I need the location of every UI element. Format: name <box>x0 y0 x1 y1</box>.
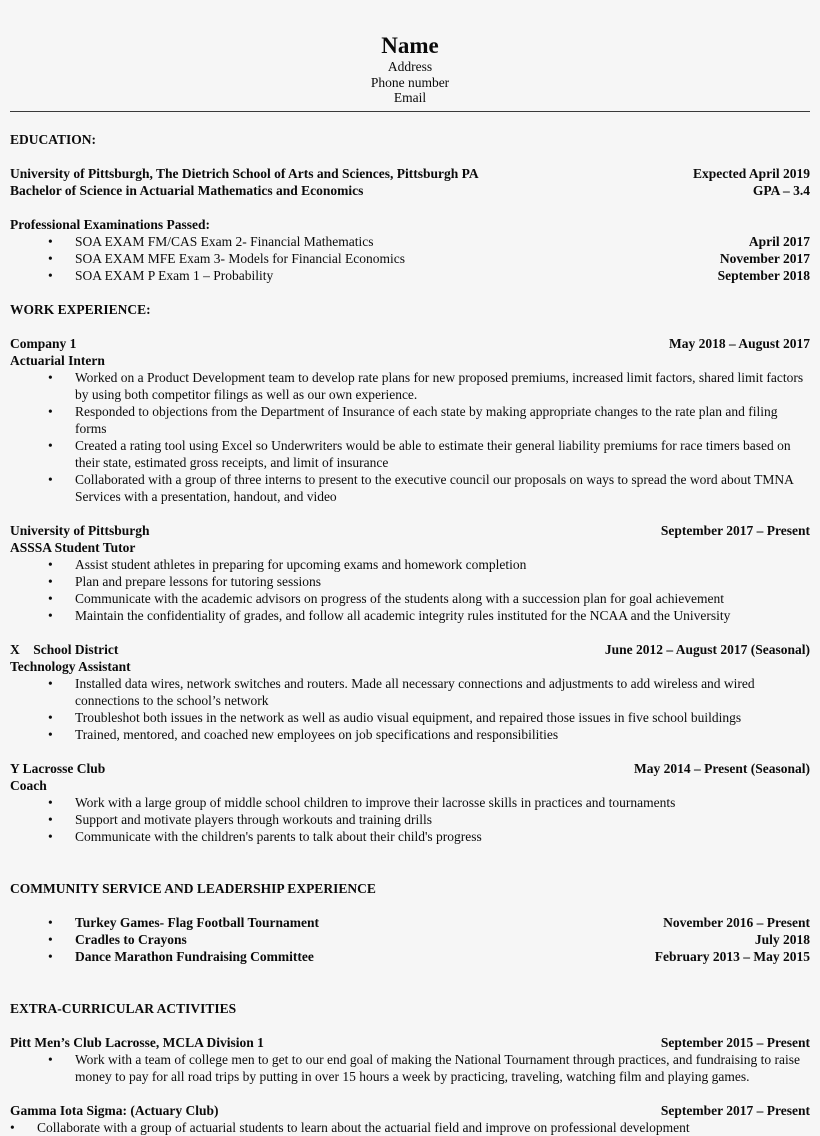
name: Name <box>381 33 439 58</box>
gpa: GPA – 3.4 <box>752 182 810 198</box>
job-bullet-text: Worked on a Product Development team to develop rate plans for new proposed premiums, increased limit factors, shared limit factors by using both competitor filings as well as our own experience. <box>75 369 804 402</box>
job-bullet-text: Trained, mentored, and coached new employees on job specifications and responsibilities <box>75 726 559 742</box>
job-date: June 2012 – August 2017 (Seasonal) <box>604 641 810 657</box>
job-bullet <box>48 607 810 624</box>
activity-bullet <box>10 1119 810 1136</box>
job-header <box>10 641 810 658</box>
exam-item <box>48 267 810 284</box>
bullet-icon <box>48 250 75 267</box>
email: Email <box>393 90 427 105</box>
bullet-icon <box>48 709 75 726</box>
job-header <box>10 522 810 539</box>
job-bullet <box>48 369 810 403</box>
bullet-icon <box>48 914 75 931</box>
job-bullet-text: Responded to objections from the Department of Insurance of each state by making appropriate changes to the rate plan and filing forms <box>75 403 778 436</box>
education-degree-row <box>10 182 810 199</box>
exam-date: April 2017 <box>748 233 810 249</box>
bullet-icon <box>48 403 75 437</box>
job-date: May 2018 – August 2017 <box>668 335 810 351</box>
exam-date: September 2018 <box>717 267 810 283</box>
job-bullet <box>48 726 810 743</box>
community-date: November 2016 – Present <box>663 914 810 930</box>
activity-bullet-text: Collaborate with a group of actuarial students to learn about the actuarial field and improve on professional development <box>37 1119 690 1135</box>
job-company: University of Pittsburgh <box>10 522 150 538</box>
community-label: Dance Marathon Fundraising Committee <box>75 948 314 964</box>
bullet-icon <box>48 369 75 403</box>
header-divider <box>10 111 810 112</box>
address: Address <box>387 59 433 74</box>
job-bullet <box>48 709 810 726</box>
job-bullet <box>48 556 810 573</box>
job-date: May 2014 – Present (Seasonal) <box>634 760 810 776</box>
school-date: Expected April 2019 <box>693 165 810 181</box>
activity-organization: Pitt Men’s Club Lacrosse, MCLA Division 1 <box>10 1034 264 1050</box>
job-company: Company 1 <box>10 335 77 351</box>
phone-number: Phone number <box>370 74 450 90</box>
bullet-icon <box>48 794 75 811</box>
job-title: ASSSA Student Tutor <box>10 539 136 555</box>
education-entry <box>10 165 810 182</box>
activity-date: September 2015 – Present <box>660 1034 810 1050</box>
bullet-icon <box>48 573 75 590</box>
community-item <box>48 948 810 965</box>
exam-label: SOA EXAM P Exam 1 – Probability <box>75 267 274 283</box>
job-bullet-text: Communicate with the children's parents to talk about their child's progress <box>75 828 482 844</box>
job-bullet-text: Maintain the confidentiality of grades, and follow all academic integrity rules instituted for the NCAA and the University <box>75 607 731 623</box>
bullet-icon <box>48 556 75 573</box>
job-title: Technology Assistant <box>10 658 131 674</box>
job-bullet <box>48 590 810 607</box>
bullet-icon <box>48 948 75 965</box>
exam-item <box>48 250 810 267</box>
job-bullet-text: Installed data wires, network switches and routers. Made all necessary connections and adjustments to add wireless and wired connections to the school’s network <box>75 675 755 708</box>
activity-header <box>10 1102 810 1119</box>
extracurricular-heading: EXTRA-CURRICULAR ACTIVITIES <box>10 1000 237 1016</box>
community-label: Cradles to Crayons <box>75 931 187 947</box>
job-header <box>10 760 810 777</box>
bullet-icon <box>48 1051 75 1085</box>
activity-bullet <box>48 1051 810 1085</box>
job-bullet-text: Work with a large group of middle school children to improve their lacrosse skills in practices and tournaments <box>75 794 676 810</box>
job-bullet <box>48 811 810 828</box>
community-date: July 2018 <box>754 931 810 947</box>
resume-header <box>10 0 810 106</box>
community-date: February 2013 – May 2015 <box>654 948 810 964</box>
bullet-icon <box>10 1119 37 1136</box>
bullet-icon <box>48 811 75 828</box>
job-bullet-text: Created a rating tool using Excel so Underwriters would be able to estimate their general liability premiums for race timers based on their state, estimated gross receipts, and limit of insurance <box>75 437 791 470</box>
job-company: Y Lacrosse Club <box>10 760 106 776</box>
degree: Bachelor of Science in Actuarial Mathematics and Economics <box>10 182 364 198</box>
activity-bullet-text: Work with a team of college men to get to our end goal of making the National Tournament through practices, and fundraising to raise money to pay for all road trips by putting in over 15 hours a week by practicing, traveling, watching film and playing games. <box>75 1051 801 1084</box>
exam-label: SOA EXAM FM/CAS Exam 2- Financial Mathematics <box>75 233 374 249</box>
activity-organization: Gamma Iota Sigma: (Actuary Club) <box>10 1102 219 1118</box>
bullet-icon <box>48 267 75 284</box>
bullet-icon <box>48 726 75 743</box>
activity-header <box>10 1034 810 1051</box>
job-bullet <box>48 675 810 709</box>
job-bullet <box>48 794 810 811</box>
bullet-icon <box>48 233 75 250</box>
exam-date: November 2017 <box>719 250 810 266</box>
exam-item <box>48 233 810 250</box>
exams-heading: Professional Examinations Passed: <box>10 216 211 232</box>
job-company: X School District <box>10 641 119 657</box>
bullet-icon <box>48 607 75 624</box>
job-bullet-text: Communicate with the academic advisors on progress of the students along with a succession plan for goal achievement <box>75 590 724 606</box>
job-bullet-text: Collaborated with a group of three interns to present to the executive council our proposals on ways to spread the word about TMNA Services with a presentation, handout, and video <box>75 471 794 504</box>
job-bullet <box>48 828 810 845</box>
bullet-icon <box>48 590 75 607</box>
job-bullet <box>48 471 810 505</box>
job-bullet-text: Troubleshot both issues in the network as well as audio visual equipment, and repaired those issues in five school buildings <box>75 709 742 725</box>
job-bullet <box>48 437 810 471</box>
job-bullet-text: Support and motivate players through workouts and training drills <box>75 811 432 827</box>
community-service-heading: COMMUNITY SERVICE AND LEADERSHIP EXPERIENCE <box>10 880 376 896</box>
bullet-icon <box>48 675 75 709</box>
education-heading: EDUCATION: <box>10 131 97 147</box>
job-title: Actuarial Intern <box>10 352 105 368</box>
bullet-icon <box>48 828 75 845</box>
work-experience-heading: WORK EXPERIENCE: <box>10 301 151 317</box>
job-bullet-text: Assist student athletes in preparing for upcoming exams and homework completion <box>75 556 527 572</box>
community-item <box>48 914 810 931</box>
job-bullet-text: Plan and prepare lessons for tutoring sessions <box>75 573 321 589</box>
activity-date: September 2017 – Present <box>660 1102 810 1118</box>
exam-label: SOA EXAM MFE Exam 3- Models for Financial Economics <box>75 250 405 266</box>
bullet-icon <box>48 931 75 948</box>
school-name: University of Pittsburgh, The Dietrich School of Arts and Sciences, Pittsburgh PA <box>10 165 479 181</box>
bullet-icon <box>48 471 75 505</box>
community-item <box>48 931 810 948</box>
job-title: Coach <box>10 777 47 793</box>
job-bullet <box>48 403 810 437</box>
community-label: Turkey Games- Flag Football Tournament <box>75 914 320 930</box>
job-header <box>10 335 810 352</box>
bullet-icon <box>48 437 75 471</box>
job-date: September 2017 – Present <box>660 522 810 538</box>
job-bullet <box>48 573 810 590</box>
